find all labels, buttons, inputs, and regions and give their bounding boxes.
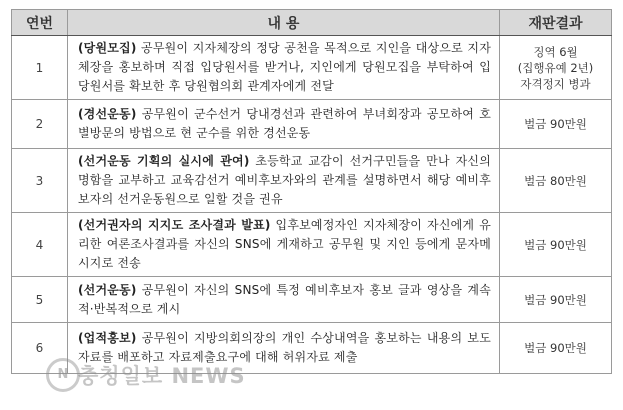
table-row — [12, 36, 612, 100]
table-row — [12, 213, 612, 277]
row-content — [68, 277, 500, 323]
row-lead: (경선운동) — [78, 107, 137, 121]
election-violation-table — [11, 9, 612, 374]
header-content: 내 용 — [68, 10, 500, 36]
table-header-row — [12, 10, 612, 36]
row-content — [68, 100, 500, 149]
result-line: 벌금 90만원 — [524, 117, 587, 131]
result-line: 자격정지 병과 — [520, 76, 591, 91]
row-text: 초등학교 교감이 선거구민들을 만나 자신의 명함을 교부하고 교육감선거 예비후보자와의 관계를 설명하면서 해당 예비후보자의 선거운동원으로 일할 것을 권유 — [78, 154, 491, 206]
result-line: 벌금 90만원 — [524, 341, 587, 355]
row-result — [500, 36, 612, 100]
row-number: 2 — [12, 100, 68, 149]
row-number: 5 — [12, 277, 68, 323]
row-lead: (업적홍보) — [78, 331, 137, 345]
result-line: 벌금 80만원 — [524, 173, 587, 188]
row-lead: (선거권자의 지지도 조사결과 발표) — [78, 218, 271, 232]
result-line: 벌금 90만원 — [524, 292, 587, 307]
row-number: 6 — [12, 323, 68, 374]
table-row — [12, 149, 612, 213]
row-content — [68, 213, 500, 277]
row-result — [500, 323, 612, 374]
row-content — [68, 36, 500, 100]
row-text: 공무원이 자신의 SNS에 특정 예비후보자 홍보 글과 영상을 계속적·반복적으로 게시 — [78, 282, 491, 316]
row-number: 4 — [12, 213, 68, 277]
row-lead: (선거운동 기획의 실시에 관여) — [78, 154, 250, 168]
result-line: 벌금 90만원 — [524, 237, 587, 252]
result-line: 징역 6월 — [533, 44, 578, 59]
row-text: 공무원이 지자체장의 정당 공천을 목적으로 지인을 대상으로 지자체장을 홍보하며 직접 입당원서를 받거나, 지인에게 당원모집을 부탁하여 입당원서를 확보한 후 당원협의회 관계자에게 전달 — [78, 41, 491, 93]
row-result — [500, 213, 612, 277]
row-number: 3 — [12, 149, 68, 213]
row-text: 공무원이 지방의회의장의 개인 수상내역을 홍보하는 내용의 보도자료를 배포하고 자료제출요구에 대해 허위자료 제출 — [78, 331, 491, 364]
row-content — [68, 149, 500, 213]
table-row — [12, 100, 612, 149]
row-lead: (선거운동) — [78, 282, 137, 297]
watermark-logo-icon: N — [46, 358, 80, 392]
watermark-text: 충청일보 NEWS — [78, 364, 246, 388]
row-lead: (당원모집) — [78, 41, 137, 55]
header-result: 재판결과 — [500, 10, 612, 36]
table-row — [12, 277, 612, 323]
row-number: 1 — [12, 36, 68, 100]
row-result — [500, 100, 612, 149]
row-result — [500, 277, 612, 323]
row-result — [500, 149, 612, 213]
row-text: 입후보예정자인 지자체장이 자신에게 유리한 여론조사결과를 자신의 SNS에 게재하고 공무원 및 지인 등에게 문자메시지로 전송 — [78, 218, 491, 270]
result-line: (집행유예 2년) — [517, 60, 594, 75]
header-no: 연번 — [12, 10, 68, 36]
row-text: 공무원이 군수선거 당내경선과 관련하여 부녀회장과 공모하여 호별방문의 방법으로 현 군수를 위한 경선운동 — [78, 107, 491, 140]
